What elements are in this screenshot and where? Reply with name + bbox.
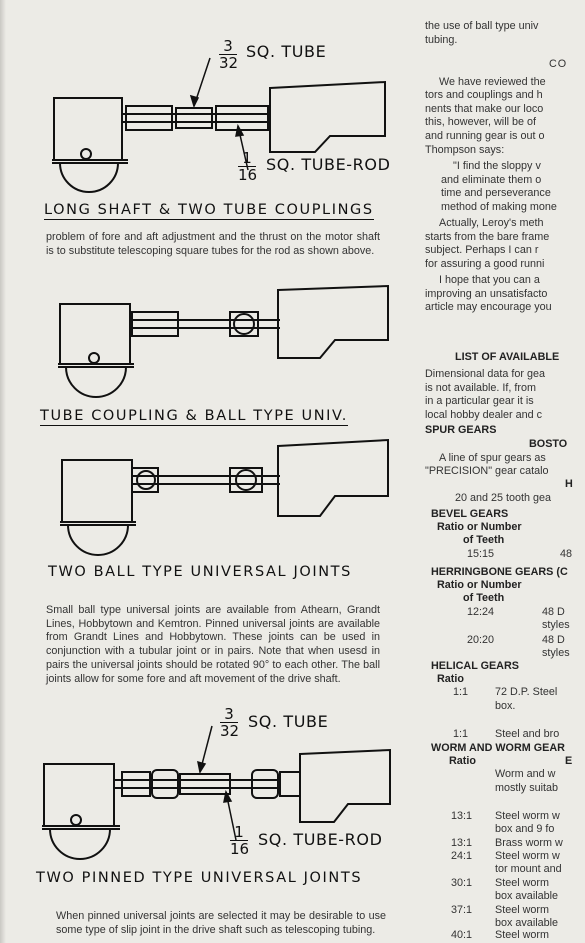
paragraph-slip-joint: When pinned universal joints are selected it may be desirable to use some type of slip joint in the drive shaft such as telescoping tubing. [56, 910, 386, 936]
text-line: improving an unsatisfacto [425, 288, 548, 300]
text-line: tubing. [425, 34, 458, 46]
table-cell: Steel worm [495, 904, 550, 916]
table-cell: Steel worm w [495, 850, 560, 862]
table-header: Ratio [449, 755, 476, 767]
table-cell: Steel worm [495, 877, 550, 889]
table-cell: tor mount and [495, 863, 562, 875]
figure-two-ball-joints [30, 438, 420, 588]
table-cell: Brass worm w [495, 837, 563, 849]
fraction-1-16: $\frac{1}{16}$ [238, 149, 258, 184]
caption-fig4: TWO PINNED TYPE UNIVERSAL JOINTS [36, 870, 363, 886]
label-sq-tube-rod: SQ. TUBE-ROD [266, 155, 391, 174]
subheading-worm-gears: WORM AND WORM GEAR [431, 742, 565, 754]
table-cell: box. [495, 700, 516, 712]
caption-fig2: TUBE COUPLING & BALL TYPE UNIV. [40, 408, 348, 424]
subheading-helical-gears: HELICAL GEARS [431, 660, 519, 672]
table-cell: box available [495, 917, 559, 929]
table-cell: 13:1 [451, 837, 473, 849]
text-line: I hope that you can a [439, 274, 540, 286]
text-line: "I find the sloppy v [453, 160, 541, 172]
table-cell: 48 D [542, 634, 565, 646]
table-cell: 40:1 [451, 929, 473, 941]
subheading-boston: BOSTO [529, 438, 568, 450]
text-line: and eliminate them o [441, 174, 542, 186]
text-line: "PRECISION" gear catalo [425, 465, 549, 477]
fraction-3-32: $\frac{3}{32}$ [219, 37, 239, 72]
text-line: H [565, 478, 573, 490]
text-line: local hobby dealer and c [425, 409, 543, 421]
text-line: tors and couplings and h [425, 89, 543, 101]
section-heading-gears: LIST OF AVAILABLE [455, 351, 560, 363]
figure-two-pinned-joints [30, 704, 420, 894]
table-cell: 15:15 [467, 548, 495, 560]
table-cell: styles [542, 647, 570, 659]
section-heading-conclusion: CO [549, 58, 568, 70]
text-line: time and perseverance [441, 187, 551, 199]
figure-long-shaft [30, 30, 420, 225]
table-header: of Teeth [463, 534, 505, 546]
page-edge-shadow [0, 0, 6, 943]
table-cell: 13:1 [451, 810, 473, 822]
table-header: of Teeth [463, 592, 505, 604]
text-line: Dimensional data for gea [425, 368, 546, 380]
text-line: subject. Perhaps I can r [425, 244, 539, 256]
table-cell: 12:24 [467, 606, 495, 618]
table-cell: 48 [560, 548, 573, 560]
label-sq-tube: SQ. TUBE [248, 712, 329, 731]
table-cell: Steel worm [495, 929, 550, 941]
table-cell: 1:1 [453, 686, 469, 698]
table-cell: box and 9 fo [495, 823, 555, 835]
text-line: We have reviewed the [439, 76, 546, 88]
table-cell: 24:1 [451, 850, 473, 862]
right-column [425, 0, 585, 943]
table-header: Ratio [437, 673, 464, 685]
paragraph-universal-joints: Small ball type universal joints are available from Athearn, Grandt Lines, Hobbytown and Kemtron. Pinned universal joints are available from Grandt Lines and Hobbytown. These joints can be used in conjunction with a tubular joint or in pairs. Note that when usesd in pairs the universal joints should be rotated 90° to each other. The ball joints allow for some fore and aft movement of the drive shaft. [46, 604, 380, 685]
fraction-3-32: $\frac{3}{32}$ [220, 705, 240, 740]
table-cell: styles [542, 619, 570, 631]
table-cell: mostly suitab [495, 782, 559, 794]
table-header: Ratio or Number [437, 521, 522, 533]
text-line: is not available. If, from [425, 382, 537, 394]
table-cell: 48 D [542, 606, 565, 618]
fraction-1-16: $\frac{1}{16}$ [230, 823, 250, 858]
text-line: method of making mone [441, 201, 557, 213]
table-cell: 30:1 [451, 877, 473, 889]
table-cell: 1:1 [453, 728, 469, 740]
text-line: this, however, will be of [425, 116, 537, 128]
table-header: Ratio or Number [437, 579, 522, 591]
caption-fig1: LONG SHAFT & TWO TUBE COUPLINGS [44, 202, 374, 218]
label-sq-tube-rod: SQ. TUBE-ROD [258, 830, 383, 849]
table-cell: box available [495, 890, 559, 902]
text-line: nents that make our loco [425, 103, 544, 115]
figure-tube-coupling-ball [30, 282, 420, 432]
table-cell: Worm and w [495, 768, 556, 780]
text-line: for assuring a good runni [425, 258, 545, 270]
table-cell: 72 D.P. Steel [495, 686, 558, 698]
table-cell: Steel worm w [495, 810, 560, 822]
caption-fig3: TWO BALL TYPE UNIVERSAL JOINTS [48, 564, 352, 580]
text-line: A line of spur gears as [439, 452, 546, 464]
text-line: 20 and 25 tooth gea [455, 492, 552, 504]
table-cell: Steel and bro [495, 728, 560, 740]
table-header: E [565, 755, 573, 767]
table-cell: 20:20 [467, 634, 495, 646]
text-line: in a particular gear it is [425, 395, 534, 407]
subheading-bevel-gears: BEVEL GEARS [431, 508, 509, 520]
subheading-spur-gears: SPUR GEARS [425, 424, 497, 436]
text-line: starts from the bare frame [425, 231, 550, 243]
text-line: the use of ball type univ [425, 20, 539, 32]
text-line: Thompson says: [425, 144, 505, 156]
table-cell: 37:1 [451, 904, 473, 916]
subheading-herringbone: HERRINGBONE GEARS (C [431, 566, 568, 578]
label-sq-tube: SQ. TUBE [246, 42, 327, 61]
paragraph-telescoping: problem of fore and aft adjustment and the thrust on the motor shaft is to substitute telescoping square tubes for the rod as shown above. [46, 231, 380, 257]
text-line: article may encourage you [425, 301, 552, 313]
text-line: and running gear is out o [425, 130, 545, 142]
text-line: Actually, Leroy's meth [439, 217, 544, 229]
